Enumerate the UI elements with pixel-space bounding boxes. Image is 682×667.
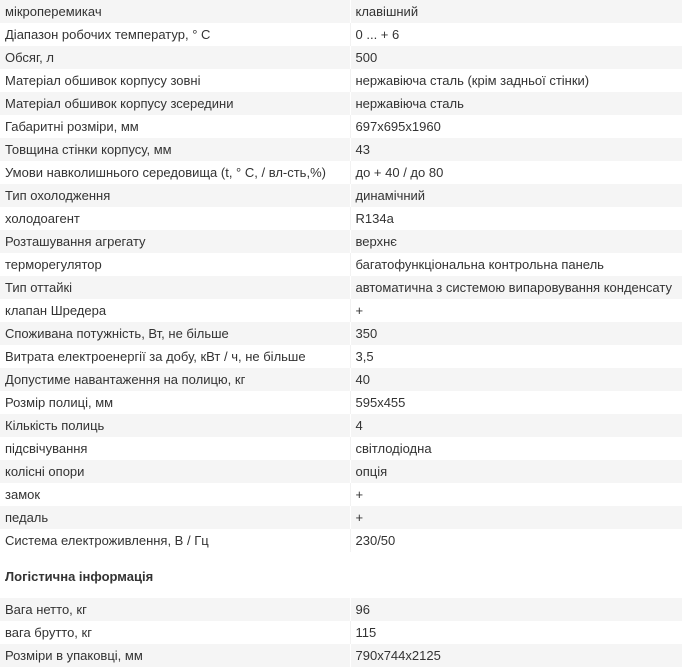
table-row [0, 598, 682, 621]
spec-value: + [350, 483, 682, 506]
spec-label: Тип оттайкі [0, 276, 350, 299]
spec-value: клавішний [350, 0, 682, 23]
table-row [0, 414, 682, 437]
spec-label: мікроперемикач [0, 0, 350, 23]
table-row [0, 299, 682, 322]
spec-value: верхнє [350, 230, 682, 253]
table-row [0, 69, 682, 92]
spec-value: опція [350, 460, 682, 483]
logistics-label: Вага нетто, кг [0, 598, 350, 621]
logistics-label: вага брутто, кг [0, 621, 350, 644]
spec-value: 43 [350, 138, 682, 161]
spec-label: Розмір полиці, мм [0, 391, 350, 414]
table-row [0, 437, 682, 460]
table-row [0, 230, 682, 253]
spec-value: 3,5 [350, 345, 682, 368]
logistics-value: 790x744x2125 [350, 644, 682, 667]
spec-value: 40 [350, 368, 682, 391]
table-row [0, 0, 682, 23]
spec-label: педаль [0, 506, 350, 529]
spec-value: 595x455 [350, 391, 682, 414]
spec-label: Система електроживлення, В / Гц [0, 529, 350, 552]
spec-value: багатофункціональна контрольна панель [350, 253, 682, 276]
logistics-label: Розміри в упаковці, мм [0, 644, 350, 667]
table-row [0, 138, 682, 161]
spec-value: нержавіюча сталь [350, 92, 682, 115]
spec-label: Матеріал обшивок корпусу зовні [0, 69, 350, 92]
table-row [0, 23, 682, 46]
table-row [0, 529, 682, 552]
spec-label: холодоагент [0, 207, 350, 230]
logistics-table [0, 598, 682, 667]
table-row [0, 161, 682, 184]
table-row [0, 46, 682, 69]
logistics-section-title [0, 552, 682, 598]
spec-label: замок [0, 483, 350, 506]
spec-value: динамічний [350, 184, 682, 207]
table-row [0, 483, 682, 506]
spec-label: Кількість полиць [0, 414, 350, 437]
logistics-title-text: Логістична інформація [5, 569, 154, 584]
logistics-value: 115 [350, 621, 682, 644]
spec-value: 500 [350, 46, 682, 69]
table-row [0, 621, 682, 644]
spec-value: 4 [350, 414, 682, 437]
spec-value: світлодіодна [350, 437, 682, 460]
spec-value: нержавіюча сталь (крім задньої стінки) [350, 69, 682, 92]
spec-value: до + 40 / до 80 [350, 161, 682, 184]
spec-value: 697x695x1960 [350, 115, 682, 138]
table-row [0, 460, 682, 483]
spec-label: Габаритні розміри, мм [0, 115, 350, 138]
spec-value: 350 [350, 322, 682, 345]
table-row [0, 506, 682, 529]
table-row [0, 345, 682, 368]
logistics-value: 96 [350, 598, 682, 621]
table-row [0, 322, 682, 345]
spec-label: колісні опори [0, 460, 350, 483]
spec-label: підсвічування [0, 437, 350, 460]
spec-label: Діапазон робочих температур, ° С [0, 23, 350, 46]
table-row [0, 391, 682, 414]
spec-value: + [350, 506, 682, 529]
spec-label: Умови навколишнього середовища (t, ° С, / вл-сть,%) [0, 161, 350, 184]
spec-label: Споживана потужність, Вт, не більше [0, 322, 350, 345]
spec-label: Допустиме навантаження на полицю, кг [0, 368, 350, 391]
spec-value: + [350, 299, 682, 322]
spec-label: Тип охолодження [0, 184, 350, 207]
table-row [0, 115, 682, 138]
spec-value: автоматична з системою випаровування конденсату [350, 276, 682, 299]
spec-label: Витрата електроенергії за добу, кВт / ч, не більше [0, 345, 350, 368]
spec-value: 230/50 [350, 529, 682, 552]
table-row [0, 368, 682, 391]
table-row [0, 184, 682, 207]
spec-value: R134a [350, 207, 682, 230]
spec-value: 0 ... + 6 [350, 23, 682, 46]
table-row [0, 92, 682, 115]
spec-label: терморегулятор [0, 253, 350, 276]
spec-label: Матеріал обшивок корпусу зсередини [0, 92, 350, 115]
spec-label: Товщина стінки корпусу, мм [0, 138, 350, 161]
table-row [0, 644, 682, 667]
spec-label: Розташування агрегату [0, 230, 350, 253]
spec-label: клапан Шредера [0, 299, 350, 322]
spec-label: Обсяг, л [0, 46, 350, 69]
table-row [0, 207, 682, 230]
table-row [0, 276, 682, 299]
table-row [0, 253, 682, 276]
